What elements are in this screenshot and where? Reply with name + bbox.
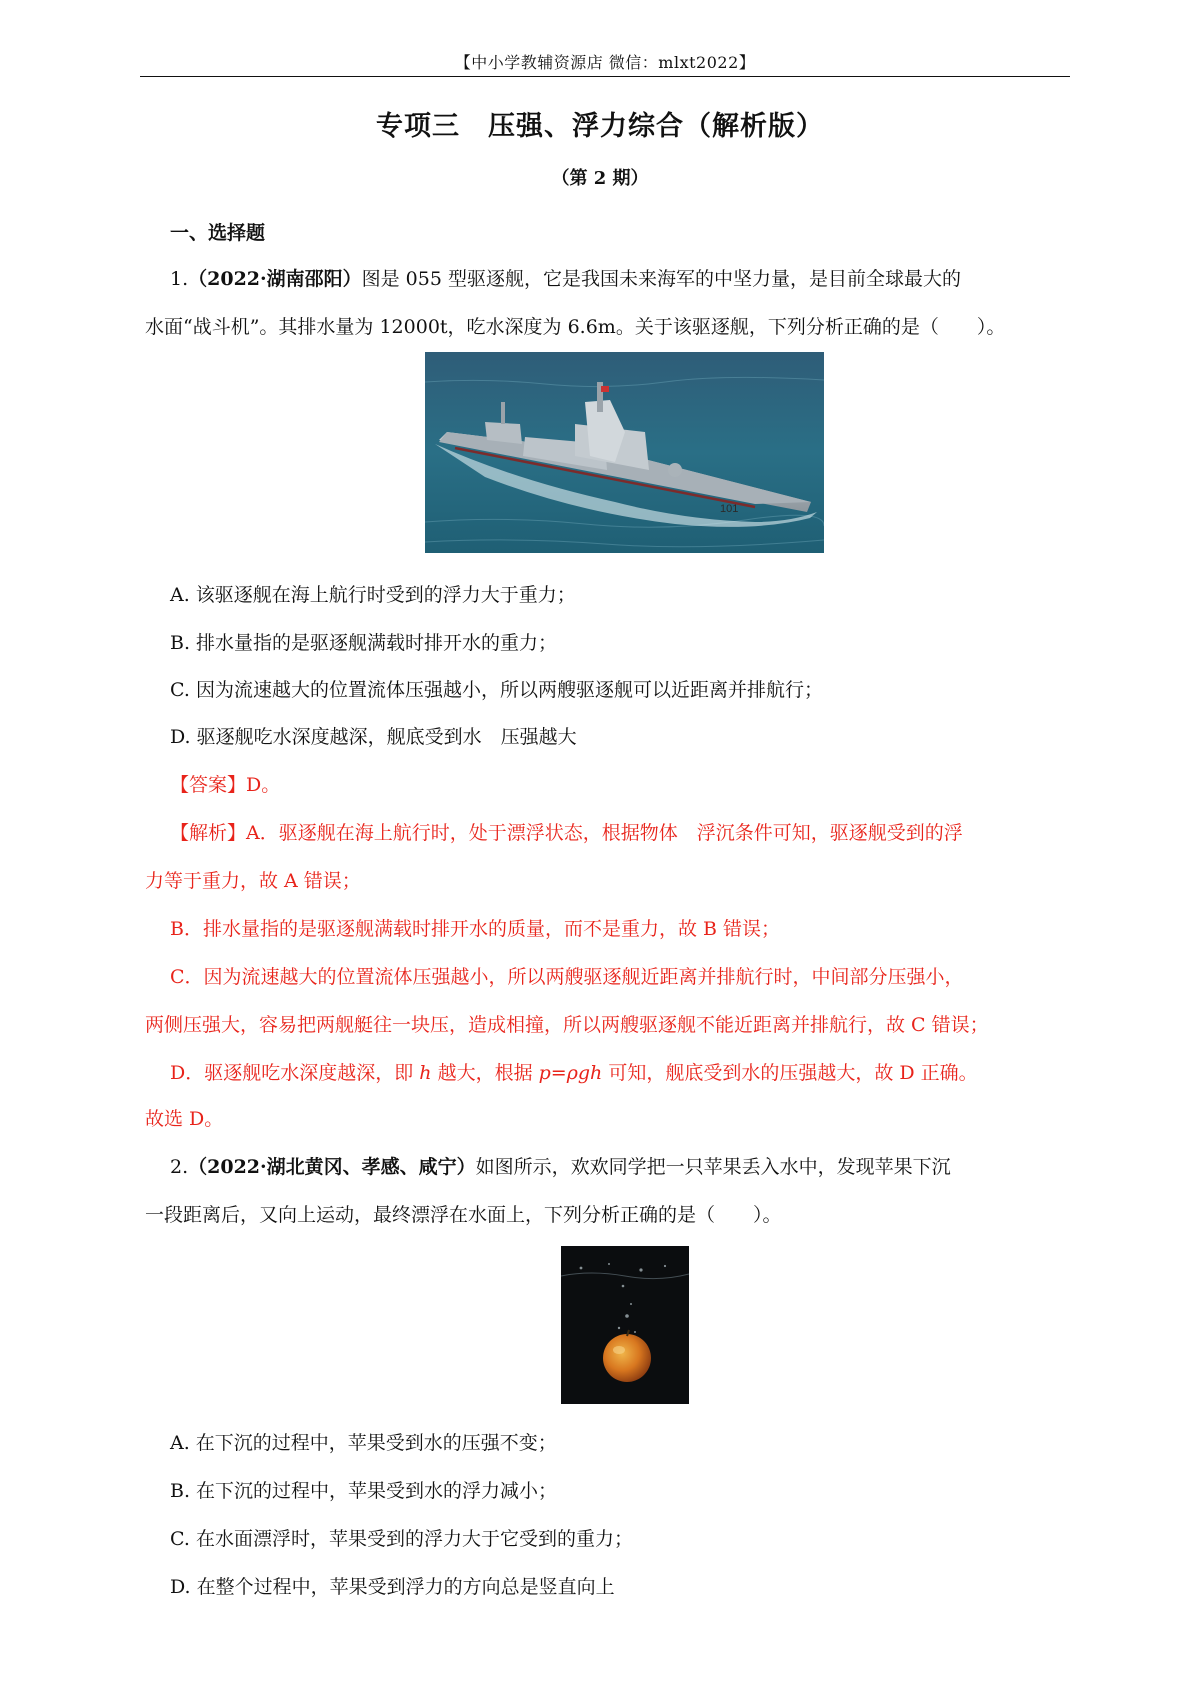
apple-in-water-photo: [561, 1246, 689, 1404]
hull-number: 101: [720, 503, 739, 515]
q1-option-a: A. 该驱逐舰在海上航行时受到的浮力大于重力；: [170, 584, 576, 606]
q2-stem-line1: [170, 1152, 1090, 1179]
analysis-d-part2: 越大，根据: [431, 1062, 539, 1084]
page-header: 【中小学教辅资源店 微信：mlxt2022】: [454, 53, 756, 72]
q2-stem-line2: 一段距离后，又向上运动，最终漂浮在水面上，下列分析正确的是（ ）。: [145, 1204, 782, 1226]
q1-analysis-a-line2: 力等于重力，故 A 错误；: [145, 870, 361, 892]
analysis-label: 【解析】: [170, 822, 247, 844]
pressure-formula: p=ρgh: [538, 1062, 603, 1084]
answer-value: D。: [246, 774, 281, 796]
analysis-a-text1: A．驱逐舰在海上航行时，处于漂浮状态，根据物体 浮沉条件可知，驱逐舰受到的浮: [246, 822, 963, 844]
q2-option-c: C. 在水面漂浮时，苹果受到的浮力大于它受到的重力；: [170, 1528, 633, 1550]
q2-option-d: D. 在整个过程中，苹果受到浮力的方向总是竖直向上: [170, 1576, 615, 1598]
q1-analysis-a-line1: [170, 818, 1090, 845]
q1-analysis-c-line1: C．因为流速越大的位置流体压强越小，所以两艘驱逐舰近距离并排航行时，中间部分压强小，: [170, 966, 964, 988]
q1-stem-line1: [170, 264, 1090, 291]
destroyer-photo: [425, 352, 824, 553]
q1-answer: [170, 770, 1090, 797]
q1-option-c: C. 因为流速越大的位置流体压强越小，所以两艘驱逐舰可以近距离并排航行；: [170, 679, 823, 701]
q2-number: 2.: [170, 1156, 189, 1178]
q2-option-b: B. 在下沉的过程中，苹果受到水的浮力减小；: [170, 1480, 558, 1502]
header-rule: [140, 76, 1070, 77]
section-heading: 一、选择题: [170, 222, 266, 244]
document-title: 专项三 压强、浮力综合（解析版）: [376, 111, 824, 142]
q1-analysis-b: B．排水量指的是驱逐舰满载时排开水的质量，而不是重力，故 B 错误；: [170, 918, 781, 940]
var-h: h: [419, 1062, 432, 1084]
q2-source: （2022·湖北黄冈、孝感、咸宁）: [188, 1156, 476, 1178]
q1-stem-line2: 水面“战斗机”。其排水量为 12000t，吃水深度为 6.6m。关于该驱逐舰，下列分析正确的是（ ）。: [145, 316, 1006, 338]
analysis-d-part3: 可知，舰底受到水的压强越大，故 D 正确。: [602, 1062, 978, 1084]
destroyer-illustration: [425, 352, 824, 553]
issue-subtitle: （第 2 期）: [551, 168, 649, 189]
q2-stem-text1: 如图所示，欢欢同学把一只苹果丢入水中，发现苹果下沉: [475, 1156, 951, 1178]
q1-analysis-d: [170, 1058, 1090, 1085]
analysis-d-part1: D．驱逐舰吃水深度越深，即: [170, 1062, 420, 1084]
q1-analysis-c-line2: 两侧压强大，容易把两舰艇往一块压，造成相撞，所以两艘驱逐舰不能近距离并排航行，故 C 错误；: [145, 1014, 989, 1036]
q1-source: （2022·湖南邵阳）: [188, 268, 362, 290]
q1-conclusion: 故选 D。: [145, 1108, 224, 1130]
q1-stem-text1: 图是 055 型驱逐舰，它是我国未来海军的中坚力量，是目前全球最大的: [361, 268, 961, 290]
q2-option-a: A. 在下沉的过程中，苹果受到水的压强不变；: [170, 1432, 557, 1454]
q1-number: 1.: [170, 268, 189, 290]
apple-illustration: [561, 1246, 689, 1404]
q1-option-b: B. 排水量指的是驱逐舰满载时排开水的重力；: [170, 632, 558, 654]
q1-option-d: D. 驱逐舰吃水深度越深，舰底受到水 压强越大: [170, 726, 577, 748]
answer-label: 【答案】: [170, 774, 247, 796]
